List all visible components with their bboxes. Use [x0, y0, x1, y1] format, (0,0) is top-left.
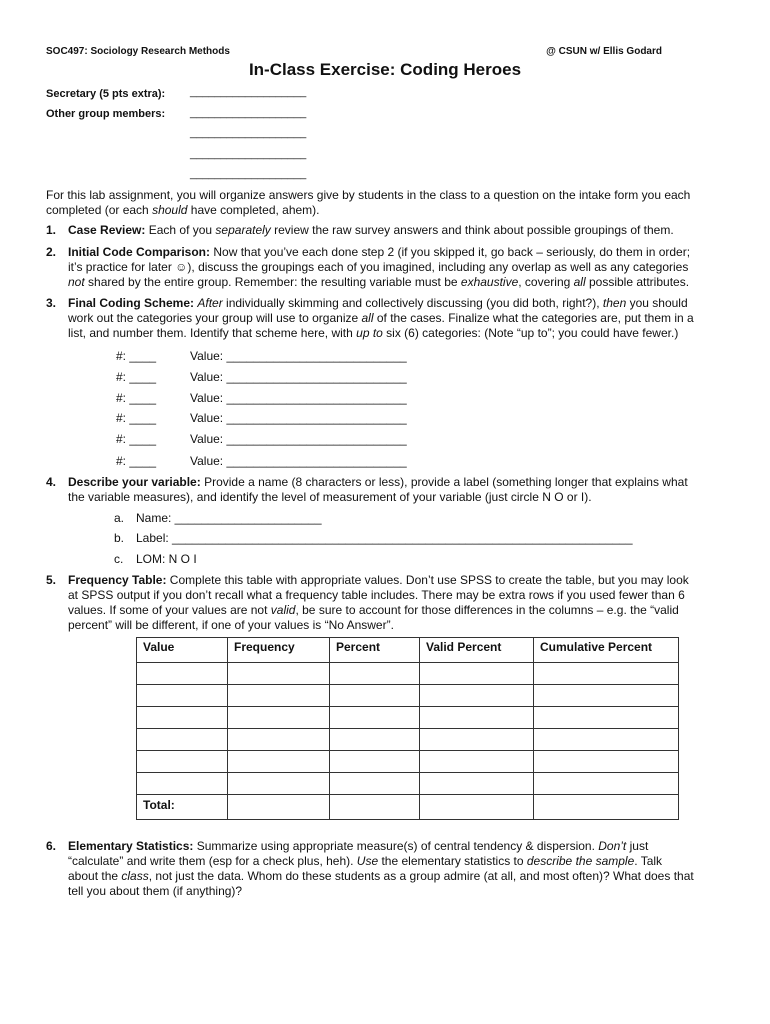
- item-elementary-statistics: 6. Elementary Statistics: Summarize using appropriate measure(s) of central tendency & dispersion. Don’t just “calculate” and write them (esp for a check plus, heh). Use the elementary statistics to describe the sample. Talk about the class, not just the data. Whom do these students as a group admire (at all, and most often)? What does that tell you about them (if anything)?: [46, 839, 694, 898]
- coding-row-4[interactable]: #: ____ Value: ___________________________: [116, 411, 407, 425]
- variable-label-field[interactable]: b. Label: _____________________________________________________________________: [114, 531, 633, 545]
- item-initial-code-comparison: 2. Initial Code Comparison: Now that you’ve each done step 2 (if you skipped it, go back – seriously, do them in order; it’s practice for later ☺), discuss the groupings each of you imagined, including any overlap as well as any categories not shared by the entire group. Remember: the resulting variable must be exhaustive, covering all possible attributes.: [46, 245, 691, 289]
- col-percent: Percent: [330, 638, 420, 663]
- col-value: Value: [137, 638, 228, 663]
- item-final-coding-scheme: 3. Final Coding Scheme: After individually skimming and collectively discussing (you did both, right?), then you should work out the categories your group will use to organize all of the cases. Finalize what the categories are, put them in a list, and number them. Identify that scheme here, with up to six (6) categories: (Note “up to”; you could have fewer.): [46, 296, 694, 340]
- variable-lom-field[interactable]: c. LOM: N O I: [114, 552, 197, 566]
- table-total-row[interactable]: [137, 795, 679, 820]
- item-case-review: 1. Case Review: Each of you separately review the raw survey answers and think about possible groupings of them.: [46, 223, 674, 237]
- coding-row-5[interactable]: #: ____ Value: ___________________________: [116, 432, 407, 446]
- coding-row-6[interactable]: #: ____ Value: ___________________________: [116, 454, 407, 468]
- col-valid-percent: Valid Percent: [420, 638, 534, 663]
- col-cumulative-percent: Cumulative Percent: [534, 638, 679, 663]
- item-describe-variable: 4. Describe your variable: Provide a name (8 characters or less), provide a label (something longer that explains what the variable measures), and identify the level of measurement of your variable (just circle N O or I).: [46, 475, 688, 504]
- page-title: In-Class Exercise: Coding Heroes: [248, 60, 522, 79]
- frequency-table: [136, 637, 679, 820]
- col-frequency: Frequency: [228, 638, 330, 663]
- coding-row-1[interactable]: #: ____ Value: ___________________________: [116, 349, 407, 363]
- table-row[interactable]: [137, 685, 679, 707]
- coding-row-2[interactable]: #: ____ Value: ___________________________: [116, 370, 407, 384]
- secretary-blank[interactable]: ___________________: [190, 86, 307, 98]
- member-blank-4[interactable]: ___________________: [190, 168, 307, 180]
- table-row[interactable]: [137, 751, 679, 773]
- instructor-name: @ CSUN w/ Ellis Godard: [546, 46, 662, 57]
- table-row[interactable]: [137, 773, 679, 795]
- course-name: SOC497: Sociology Research Methods: [46, 46, 230, 57]
- variable-name-field[interactable]: a. Name: ______________________: [114, 511, 322, 525]
- table-row[interactable]: [137, 663, 679, 685]
- intro-paragraph: For this lab assignment, you will organize answers give by students in the class to a question on the intake form you each completed (or each should have completed, ahem).: [46, 188, 691, 217]
- item-frequency-table: 5. Frequency Table: Complete this table with appropriate values. Don’t use SPSS to create the table, but you may look at SPSS output if you don’t recall what a frequency table includes. There may be extra rows if you used fewer than 6 values. If some of your values are not valid, be sure to account for those differences in the columns – e.g. the “valid percent” will be different, if one of your values is “No Answer”.: [46, 573, 689, 632]
- table-row[interactable]: [137, 707, 679, 729]
- member-blank-2[interactable]: ___________________: [190, 127, 307, 139]
- member-blank-3[interactable]: ___________________: [190, 148, 307, 160]
- member-blank-1[interactable]: ___________________: [190, 107, 307, 119]
- table-row[interactable]: [137, 729, 679, 751]
- coding-row-3[interactable]: #: ____ Value: ___________________________: [116, 391, 407, 405]
- total-label: Total:: [137, 795, 228, 820]
- members-label: Other group members:: [46, 108, 166, 120]
- secretary-label: Secretary (5 pts extra):: [46, 88, 166, 100]
